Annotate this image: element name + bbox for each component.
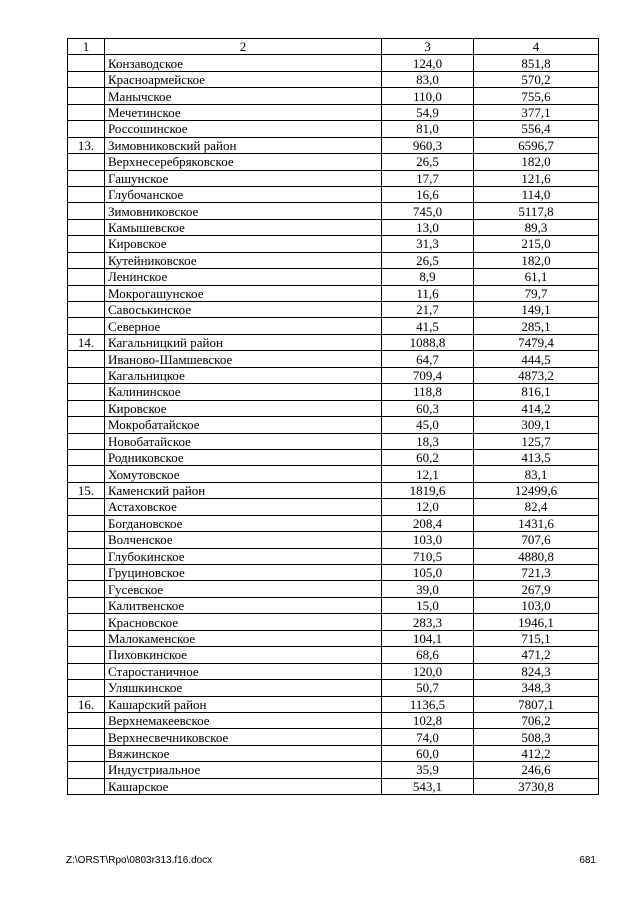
value-col-3: 745,0 <box>382 203 474 219</box>
row-number <box>68 630 105 646</box>
row-number <box>68 351 105 367</box>
value-col-4: 285,1 <box>474 318 599 334</box>
row-number <box>68 367 105 383</box>
value-col-3: 17,7 <box>382 170 474 186</box>
value-col-3: 60,2 <box>382 449 474 465</box>
settlement-name: Иваново-Шамшевское <box>105 351 382 367</box>
value-col-3: 18,3 <box>382 433 474 449</box>
value-col-3: 124,0 <box>382 55 474 71</box>
row-number <box>68 236 105 252</box>
row-number <box>68 417 105 433</box>
value-col-3: 41,5 <box>382 318 474 334</box>
row-number <box>68 104 105 120</box>
settlement-name: Индустриальное <box>105 762 382 778</box>
table-row <box>68 614 599 630</box>
value-col-3: 26,5 <box>382 252 474 268</box>
row-number <box>68 515 105 531</box>
settlement-name: Новобатайское <box>105 433 382 449</box>
value-col-4: 6596,7 <box>474 137 599 153</box>
table-row <box>68 417 599 433</box>
table-row <box>68 302 599 318</box>
value-col-4: 89,3 <box>474 219 599 235</box>
value-col-4: 246,6 <box>474 762 599 778</box>
value-col-4: 182,0 <box>474 154 599 170</box>
row-number <box>68 647 105 663</box>
value-col-4: 412,2 <box>474 745 599 761</box>
row-number <box>68 318 105 334</box>
value-col-3: 8,9 <box>382 269 474 285</box>
value-col-4: 4873,2 <box>474 367 599 383</box>
table-row <box>68 400 599 416</box>
row-number <box>68 55 105 71</box>
value-col-4: 755,6 <box>474 88 599 104</box>
value-col-4: 309,1 <box>474 417 599 433</box>
table-row <box>68 121 599 137</box>
settlement-name: Манычское <box>105 88 382 104</box>
settlement-name: Северное <box>105 318 382 334</box>
value-col-3: 102,8 <box>382 712 474 728</box>
header-cell-1: 1 <box>68 39 105 55</box>
value-col-3: 68,6 <box>382 647 474 663</box>
row-number <box>68 466 105 482</box>
value-col-4: 7479,4 <box>474 334 599 350</box>
table-row <box>68 745 599 761</box>
value-col-3: 105,0 <box>382 565 474 581</box>
value-col-4: 7807,1 <box>474 696 599 712</box>
settlement-name: Камышевское <box>105 219 382 235</box>
settlement-name: Волченское <box>105 532 382 548</box>
value-col-4: 1946,1 <box>474 614 599 630</box>
header-cell-4: 4 <box>474 39 599 55</box>
value-col-3: 120,0 <box>382 663 474 679</box>
table-row <box>68 219 599 235</box>
value-col-4: 79,7 <box>474 285 599 301</box>
settlement-name: Россошинское <box>105 121 382 137</box>
table-row <box>68 154 599 170</box>
value-col-4: 103,0 <box>474 597 599 613</box>
value-col-3: 118,8 <box>382 384 474 400</box>
settlement-name: Хомутовское <box>105 466 382 482</box>
value-col-3: 35,9 <box>382 762 474 778</box>
value-col-4: 4880,8 <box>474 548 599 564</box>
value-col-3: 12,1 <box>382 466 474 482</box>
table-row <box>68 680 599 696</box>
row-number <box>68 88 105 104</box>
row-number <box>68 499 105 515</box>
settlement-name: Кировское <box>105 236 382 252</box>
settlement-name: Уляшкинское <box>105 680 382 696</box>
row-number <box>68 663 105 679</box>
table-row <box>68 71 599 87</box>
table-row <box>68 630 599 646</box>
settlement-name: Гашунское <box>105 170 382 186</box>
value-col-3: 1088,8 <box>382 334 474 350</box>
value-col-3: 104,1 <box>382 630 474 646</box>
settlement-name: Верхнесеребряковское <box>105 154 382 170</box>
header-cell-3: 3 <box>382 39 474 55</box>
row-number <box>68 532 105 548</box>
table-row <box>68 663 599 679</box>
value-col-4: 556,4 <box>474 121 599 137</box>
settlement-name: Савоськинское <box>105 302 382 318</box>
row-number <box>68 400 105 416</box>
settlement-name: Зимовниковское <box>105 203 382 219</box>
settlement-name: Вяжинское <box>105 745 382 761</box>
row-number <box>68 252 105 268</box>
settlement-name: Калининское <box>105 384 382 400</box>
value-col-4: 61,1 <box>474 269 599 285</box>
value-col-3: 543,1 <box>382 778 474 794</box>
value-col-4: 114,0 <box>474 186 599 202</box>
value-col-3: 103,0 <box>382 532 474 548</box>
row-number <box>68 712 105 728</box>
row-number <box>68 71 105 87</box>
table-row <box>68 565 599 581</box>
table-row <box>68 433 599 449</box>
value-col-4: 851,8 <box>474 55 599 71</box>
footer-file-path: Z:\ORST\Rpo\0803r313.f16.docx <box>66 855 213 866</box>
settlement-name: Зимовниковский район <box>105 137 382 153</box>
row-number <box>68 762 105 778</box>
value-col-4: 444,5 <box>474 351 599 367</box>
table-row <box>68 334 599 350</box>
settlement-name: Глубочанское <box>105 186 382 202</box>
value-col-4: 149,1 <box>474 302 599 318</box>
table-row <box>68 285 599 301</box>
row-number: 15. <box>68 482 105 498</box>
table-row <box>68 712 599 728</box>
value-col-3: 283,3 <box>382 614 474 630</box>
settlement-name: Малокаменское <box>105 630 382 646</box>
table-row <box>68 351 599 367</box>
settlement-name: Калитвенское <box>105 597 382 613</box>
value-col-3: 21,7 <box>382 302 474 318</box>
settlement-name: Кашарский район <box>105 696 382 712</box>
row-number <box>68 285 105 301</box>
row-number: 16. <box>68 696 105 712</box>
settlement-name: Родниковское <box>105 449 382 465</box>
table-row <box>68 88 599 104</box>
value-col-4: 215,0 <box>474 236 599 252</box>
value-col-3: 710,5 <box>382 548 474 564</box>
settlement-name: Груциновское <box>105 565 382 581</box>
value-col-3: 1136,5 <box>382 696 474 712</box>
row-number <box>68 186 105 202</box>
value-col-3: 83,0 <box>382 71 474 87</box>
table-row <box>68 581 599 597</box>
footer-page-number: 681 <box>579 855 596 866</box>
value-col-3: 709,4 <box>382 367 474 383</box>
row-number: 13. <box>68 137 105 153</box>
table-row <box>68 762 599 778</box>
row-number <box>68 581 105 597</box>
value-col-3: 60,0 <box>382 745 474 761</box>
value-col-4: 508,3 <box>474 729 599 745</box>
row-number <box>68 433 105 449</box>
value-col-3: 81,0 <box>382 121 474 137</box>
settlement-name: Глубокинское <box>105 548 382 564</box>
table-row <box>68 499 599 515</box>
row-number <box>68 565 105 581</box>
table-row <box>68 269 599 285</box>
row-number <box>68 170 105 186</box>
value-col-3: 208,4 <box>382 515 474 531</box>
settlement-name: Верхнемакеевское <box>105 712 382 728</box>
value-col-3: 50,7 <box>382 680 474 696</box>
settlement-name: Старостаничное <box>105 663 382 679</box>
value-col-4: 83,1 <box>474 466 599 482</box>
table-row <box>68 367 599 383</box>
table-row <box>68 137 599 153</box>
row-number <box>68 597 105 613</box>
value-col-4: 707,6 <box>474 532 599 548</box>
settlement-name: Гусевское <box>105 581 382 597</box>
value-col-4: 471,2 <box>474 647 599 663</box>
settlement-name: Астаховское <box>105 499 382 515</box>
value-col-3: 16,6 <box>382 186 474 202</box>
settlement-name: Богдановское <box>105 515 382 531</box>
value-col-4: 125,7 <box>474 433 599 449</box>
table-header-row <box>68 39 599 55</box>
value-col-4: 121,6 <box>474 170 599 186</box>
value-col-3: 11,6 <box>382 285 474 301</box>
value-col-4: 3730,8 <box>474 778 599 794</box>
settlement-name: Кагальницкий район <box>105 334 382 350</box>
settlement-name: Каменский район <box>105 482 382 498</box>
value-col-3: 31,3 <box>382 236 474 252</box>
table-row <box>68 597 599 613</box>
row-number: 14. <box>68 334 105 350</box>
settlement-name: Красновское <box>105 614 382 630</box>
settlement-name: Кашарское <box>105 778 382 794</box>
table-row <box>68 449 599 465</box>
table-row <box>68 186 599 202</box>
value-col-4: 348,3 <box>474 680 599 696</box>
settlement-name: Мокробатайское <box>105 417 382 433</box>
row-number <box>68 614 105 630</box>
value-col-3: 45,0 <box>382 417 474 433</box>
row-number <box>68 203 105 219</box>
value-col-3: 110,0 <box>382 88 474 104</box>
table-row <box>68 55 599 71</box>
table-row <box>68 104 599 120</box>
value-col-4: 1431,6 <box>474 515 599 531</box>
table-row <box>68 532 599 548</box>
row-number <box>68 745 105 761</box>
table-row <box>68 647 599 663</box>
settlement-name: Кировское <box>105 400 382 416</box>
row-number <box>68 269 105 285</box>
settlement-name: Мечетинское <box>105 104 382 120</box>
value-col-4: 413,5 <box>474 449 599 465</box>
row-number <box>68 121 105 137</box>
value-col-3: 13,0 <box>382 219 474 235</box>
row-number <box>68 778 105 794</box>
value-col-4: 824,3 <box>474 663 599 679</box>
settlement-name: Конзаводское <box>105 55 382 71</box>
settlement-name: Мокрогашунское <box>105 285 382 301</box>
value-col-4: 377,1 <box>474 104 599 120</box>
value-col-4: 721,3 <box>474 565 599 581</box>
value-col-3: 15,0 <box>382 597 474 613</box>
data-table <box>67 38 599 795</box>
value-col-4: 82,4 <box>474 499 599 515</box>
row-number <box>68 154 105 170</box>
value-col-4: 12499,6 <box>474 482 599 498</box>
value-col-3: 60,3 <box>382 400 474 416</box>
row-number <box>68 219 105 235</box>
table-row <box>68 778 599 794</box>
row-number <box>68 449 105 465</box>
value-col-4: 706,2 <box>474 712 599 728</box>
table-row <box>68 482 599 498</box>
settlement-name: Кутейниковское <box>105 252 382 268</box>
value-col-3: 64,7 <box>382 351 474 367</box>
table-row <box>68 466 599 482</box>
value-col-3: 26,5 <box>382 154 474 170</box>
value-col-3: 74,0 <box>382 729 474 745</box>
settlement-name: Кагальницкое <box>105 367 382 383</box>
settlement-name: Пиховкинское <box>105 647 382 663</box>
value-col-4: 5117,8 <box>474 203 599 219</box>
value-col-3: 54,9 <box>382 104 474 120</box>
value-col-4: 715,1 <box>474 630 599 646</box>
table-row <box>68 729 599 745</box>
row-number <box>68 729 105 745</box>
table-row <box>68 384 599 400</box>
table-row <box>68 515 599 531</box>
value-col-4: 414,2 <box>474 400 599 416</box>
table-row <box>68 252 599 268</box>
table-body <box>68 39 599 795</box>
value-col-3: 12,0 <box>382 499 474 515</box>
row-number <box>68 302 105 318</box>
value-col-3: 1819,6 <box>382 482 474 498</box>
table-row <box>68 318 599 334</box>
value-col-3: 39,0 <box>382 581 474 597</box>
table-row <box>68 236 599 252</box>
table-row <box>68 203 599 219</box>
value-col-4: 182,0 <box>474 252 599 268</box>
table-row <box>68 548 599 564</box>
settlement-name: Верхнесвечниковское <box>105 729 382 745</box>
row-number <box>68 384 105 400</box>
settlement-name: Ленинское <box>105 269 382 285</box>
header-cell-2: 2 <box>105 39 382 55</box>
row-number <box>68 680 105 696</box>
value-col-4: 570,2 <box>474 71 599 87</box>
table-row <box>68 696 599 712</box>
settlement-name: Красноармейское <box>105 71 382 87</box>
row-number <box>68 548 105 564</box>
table-row <box>68 170 599 186</box>
value-col-3: 960,3 <box>382 137 474 153</box>
value-col-4: 267,9 <box>474 581 599 597</box>
value-col-4: 816,1 <box>474 384 599 400</box>
